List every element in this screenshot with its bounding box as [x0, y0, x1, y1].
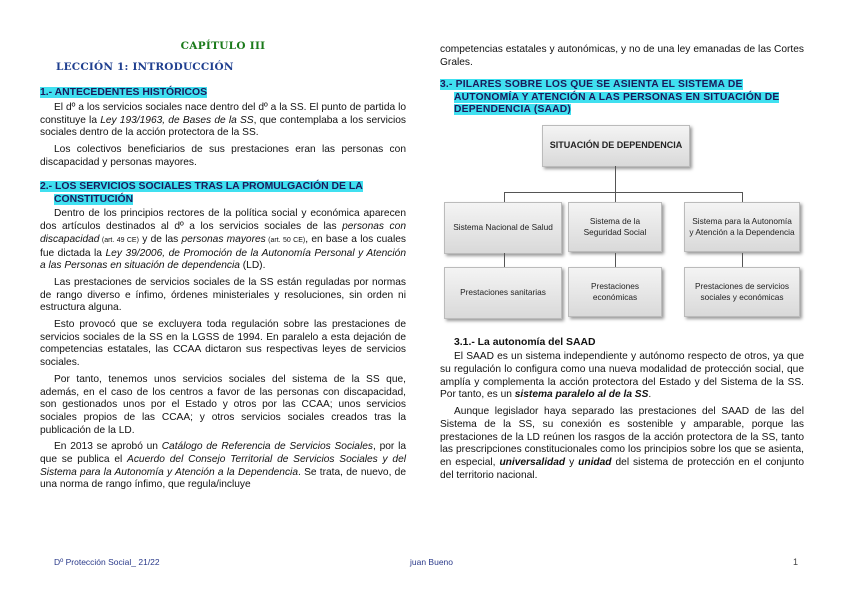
law-reference: Ley 193/1963, de Bases de la SS — [100, 114, 254, 126]
text: del sistema de protección en el conjunto del territorio nacional. — [440, 456, 804, 481]
diagram-box-sanitarias: Prestaciones sanitarias — [444, 267, 562, 319]
paragraph-5: Esto provocó que se excluyera toda regulación sobre las prestaciones de servicios sociales de la SS en la LGSS de 1994. En paralelo a esta dejación de competencias estatales, las CCAA dictaron sus respectivas leyes de servicios sociales. — [40, 319, 406, 369]
section-3-heading — [440, 79, 804, 116]
paragraph-2: Los colectivos beneficiarios de sus prestaciones eran las personas con discapacidad y personas mayores. — [40, 144, 406, 168]
footer-course: Dº Protección Social_ 21/22 — [54, 557, 160, 567]
text: , que contemplaba a los servicios sociales dentro de la acción protectora de la SS. — [40, 114, 406, 139]
connector-line — [615, 166, 616, 192]
section-1-heading — [40, 87, 406, 100]
connector-line — [742, 253, 743, 267]
paragraph-4: Las prestaciones de servicios sociales de la SS están reguladas por normas de rango diverso e ínfimo, órdenes ministeriales y resoluciones, sin orden ni estructura alguna. — [40, 276, 406, 314]
article-ref: (art. 49 CE) — [99, 236, 139, 244]
paragraph-3 — [40, 208, 406, 273]
text: Dentro de los principios rectores de la política social y económica aparecen dos artículos destinados al dº a los servicios sociales de las — [40, 208, 406, 233]
section-2-heading-text-cont: CONSTITUCIÓN — [54, 193, 134, 205]
text: , en base a los cuales fue dictada la — [40, 233, 406, 259]
article-ref: (art. 50 CE) — [265, 236, 306, 244]
connector-line — [504, 192, 742, 193]
text: (LD). — [239, 260, 266, 272]
subsection-3-1-heading: 3.1.- La autonomía del SAAD — [454, 336, 596, 348]
chapter-title: CAPÍTULO III — [180, 40, 266, 52]
lesson-title: LECCIÓN 1: INTRODUCCIÓN — [56, 60, 234, 73]
diagram-box-autonomia: Sistema para la Autonomía y Atención a la Dependencia — [684, 202, 800, 252]
diagram-box-salud: Sistema Nacional de Salud — [444, 202, 562, 254]
connector-line — [742, 192, 743, 202]
bold-italic-text: sistema paralelo al de la SS — [514, 389, 649, 401]
text: . Se trata, de nuevo, de una norma de rango ínfimo, que regula/incluye — [40, 466, 406, 491]
text: . — [648, 389, 652, 401]
connector-line — [504, 253, 505, 267]
bold-italic-text: universalidad — [499, 456, 566, 468]
diagram-box-seguridad-social: Sistema de la Seguridad Social — [568, 202, 662, 252]
law-reference: Ley 39/2006, de Promoción de la Autonomía Personal y Atención a las Personas en situación de dependencia — [40, 247, 406, 272]
section-2-heading-text: 2.- LOS SERVICIOS SOCIALES TRAS LA PROMULGACIÓN DE LA — [40, 181, 363, 193]
section-1-heading-text: 1.- ANTECEDENTES HISTÓRICOS — [40, 87, 208, 99]
paragraph-1 — [40, 102, 406, 140]
text: En 2013 se aprobó un — [54, 441, 162, 453]
connector-line — [615, 253, 616, 267]
paragraph-9 — [440, 406, 804, 482]
paragraph-8 — [440, 351, 804, 402]
page-number: 1 — [793, 557, 799, 567]
section-3-heading-text: 3.- PILARES SOBRE LOS QUE SE ASIENTA EL SISTEMA DE AUTONOMÍA Y ATENCIÓN A LAS PERSONAS EN SITUACIÓN DE DEPENDENCIA (SAAD) — [440, 79, 780, 116]
diagram-top-box: SITUACIÓN DE DEPENDENCIA — [542, 125, 690, 167]
saad-diagram — [440, 125, 804, 335]
paragraph-6: Por tanto, tenemos unos servicios sociales del sistema de la SS que, además, en el caso de los centros a favor de las personas con discapacidad, son gestionados unos por el Estado y otros por las CCAA; unos servicios sociales propios de las CCAA; y otros servicios sociales creados tras la publicación de la LD. — [40, 373, 406, 436]
diagram-box-economicas: Prestaciones económicas — [568, 267, 662, 317]
connector-line — [615, 192, 616, 202]
bold-italic-text: unidad — [578, 456, 612, 468]
italic-text: personas mayores — [181, 233, 266, 245]
right-column — [440, 44, 804, 486]
text: Aunque legislador haya separado las prestaciones del SAAD de las del Sistema de la SS, su conexión es sostenible y amparable, porque las prestaciones de la LD reúnen los rasgos de la acción protectora de la SS, tanto las prescripciones constitucionales como los principios sobre los que se asienta, en especial, — [440, 406, 804, 468]
text: y de las — [138, 233, 182, 245]
left-column — [40, 40, 406, 496]
text: El SAAD es un sistema independiente y autónomo respecto de otros, ya que su regulación lo configura como una nueva modalidad de protección social, que amplía y complementa la acción protectora del Estado y del Sistema de la SS. Por tanto, es un — [440, 351, 804, 401]
italic-text: Acuerdo del Consejo Territorial de Servicios Sociales y del Sistema para la Autonomía y Atención a la Dependencia — [40, 454, 406, 478]
italic-text: personas con discapacidad — [40, 221, 406, 245]
text: y — [565, 456, 579, 468]
connector-line — [504, 192, 505, 202]
italic-text: Catálogo de Referencia de Servicios Sociales — [161, 441, 374, 453]
footer-author: juan Bueno — [410, 557, 454, 567]
text: El dº a los servicios sociales nace dentro del dº a la SS. El punto de partida lo constituye la — [40, 101, 406, 126]
section-2-heading — [40, 181, 406, 206]
paragraph-continued: competencias estatales y autonómicas, y no de una ley emanadas de las Cortes Grales. — [440, 44, 804, 68]
text: , por la que se publica el — [40, 441, 407, 466]
diagram-box-servicios-sociales: Prestaciones de servicios sociales y económicas — [684, 267, 800, 317]
paragraph-7 — [40, 441, 406, 492]
